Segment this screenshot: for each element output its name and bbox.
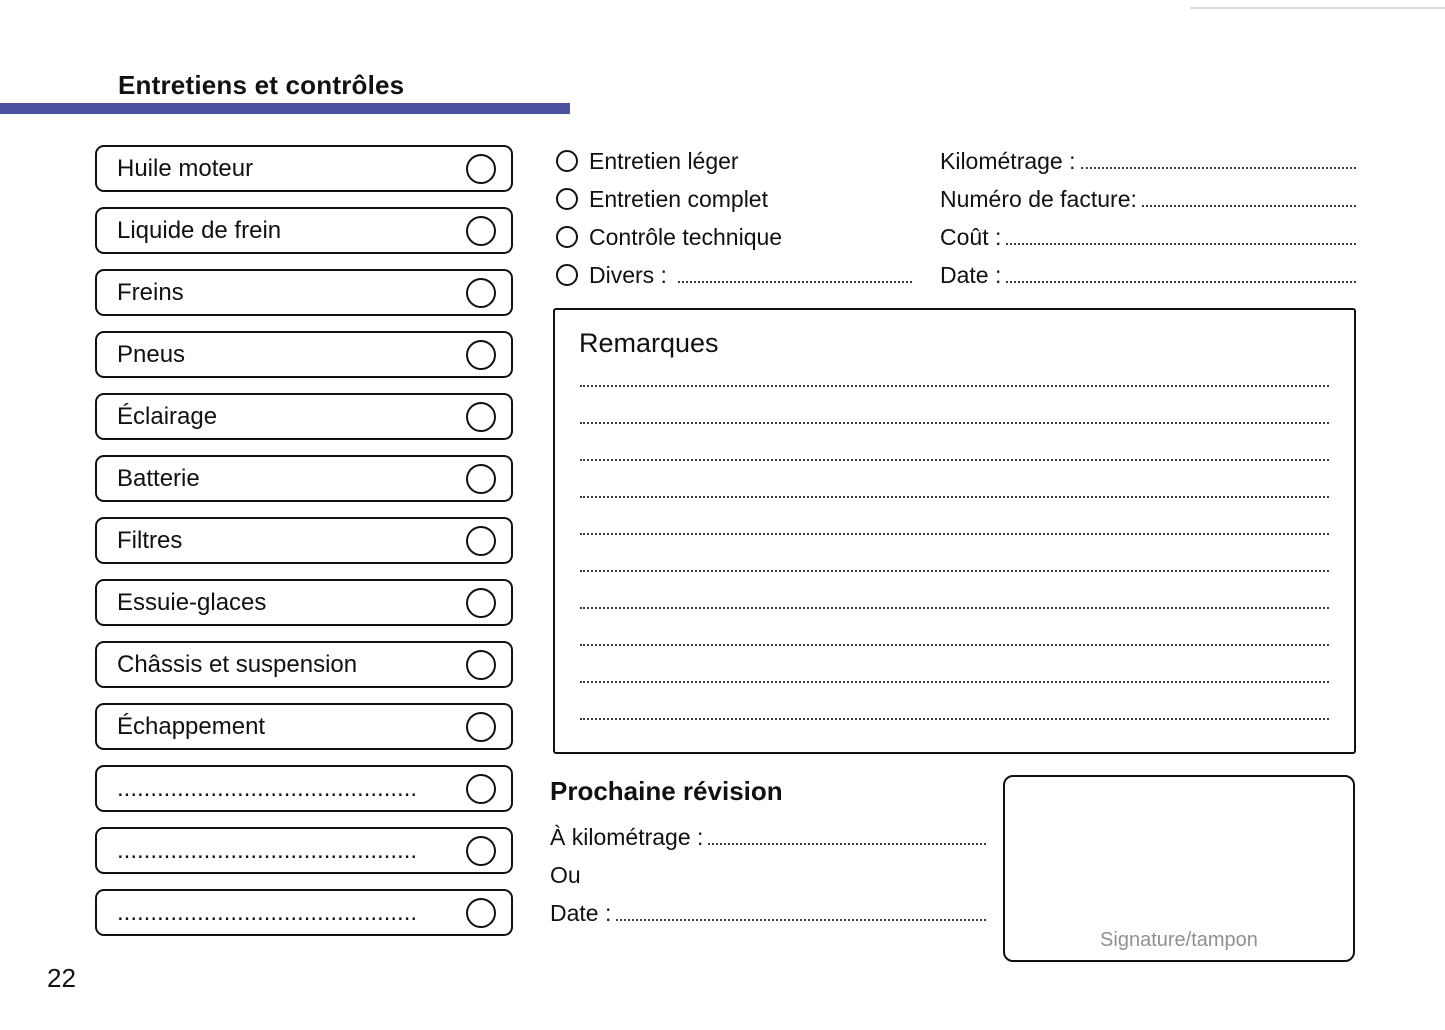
remarks-writing-line[interactable] — [580, 609, 1329, 646]
remarks-writing-line[interactable] — [580, 387, 1329, 424]
check-circle[interactable] — [466, 712, 496, 742]
check-circle[interactable] — [466, 588, 496, 618]
remarks-box — [553, 308, 1356, 754]
text-ou — [550, 856, 986, 894]
remarks-writing-line[interactable] — [580, 535, 1329, 572]
checklist-item-blank-2 — [95, 827, 513, 874]
field-label: Date : — [550, 899, 612, 926]
checklist-item-blank-line[interactable]: ............................................. — [117, 836, 418, 864]
field-cout — [940, 218, 1356, 256]
checklist-item-pneus — [95, 331, 513, 378]
field-label: À kilométrage : — [550, 823, 704, 850]
service-type-options — [556, 142, 912, 294]
page-title: Entretiens et contrôles — [118, 70, 405, 100]
check-circle[interactable] — [466, 526, 496, 556]
field-label: Coût : — [940, 223, 1002, 250]
checklist-item-batterie — [95, 455, 513, 502]
field-label: Numéro de facture: — [940, 185, 1137, 212]
checklist-item-label: Essuie-glaces — [117, 588, 267, 616]
check-circle[interactable] — [466, 402, 496, 432]
checklist-item-blank-line[interactable]: ............................................. — [117, 898, 418, 926]
remarks-title: Remarques — [579, 328, 719, 358]
field-label: Kilométrage : — [940, 147, 1076, 174]
field-numero-de-facture — [940, 180, 1356, 218]
remarks-writing-line[interactable] — [580, 572, 1329, 609]
remarks-writing-line[interactable] — [580, 424, 1329, 461]
option-entretien-complet — [556, 180, 912, 218]
radio-circle[interactable] — [556, 188, 578, 210]
checklist-item-liquide-de-frein — [95, 207, 513, 254]
numero-facture-fill-line[interactable] — [1142, 205, 1356, 207]
checklist-item-label: Éclairage — [117, 402, 218, 430]
kilometrage-fill-line[interactable] — [1081, 167, 1356, 169]
check-circle[interactable] — [466, 774, 496, 804]
check-circle[interactable] — [466, 898, 496, 928]
remarks-writing-line[interactable] — [580, 350, 1329, 387]
check-circle[interactable] — [466, 836, 496, 866]
checklist-item-blank-1 — [95, 765, 513, 812]
check-circle[interactable] — [466, 464, 496, 494]
checklist-item-echappement — [95, 703, 513, 750]
remarks-lines — [580, 350, 1329, 720]
checklist-item-label: Pneus — [117, 340, 186, 368]
checklist-item-freins — [95, 269, 513, 316]
check-circle[interactable] — [466, 216, 496, 246]
signature-label: Signature/tampon — [1100, 929, 1258, 951]
checklist-item-label: Échappement — [117, 712, 266, 740]
checklist-item-chassis-et-suspension — [95, 641, 513, 688]
check-circle[interactable] — [466, 340, 496, 370]
check-circle[interactable] — [466, 154, 496, 184]
date-fill-line[interactable] — [1006, 281, 1356, 283]
field-prochaine-date — [550, 894, 986, 932]
field-label: Ou — [550, 861, 581, 888]
divers-fill-line[interactable] — [678, 281, 912, 283]
title-underline-bar — [0, 103, 570, 114]
signature-box[interactable] — [1003, 775, 1355, 962]
checklist-item-filtres — [95, 517, 513, 564]
checklist-item-label: Châssis et suspension — [117, 650, 358, 678]
checklist-item-blank-line[interactable]: ............................................. — [117, 774, 418, 802]
option-label: Entretien complet — [589, 185, 768, 212]
checklist-item-eclairage — [95, 393, 513, 440]
remarks-writing-line[interactable] — [580, 461, 1329, 498]
field-a-kilometrage — [550, 818, 986, 856]
field-kilometrage — [940, 142, 1356, 180]
checklist-item-label: Freins — [117, 278, 184, 306]
checklist-item-blank-3 — [95, 889, 513, 936]
option-label: Divers : — [589, 261, 667, 288]
prochaine-date-fill-line[interactable] — [616, 919, 986, 921]
option-entretien-leger — [556, 142, 912, 180]
checklist-item-huile-moteur — [95, 145, 513, 192]
checklist-item-label: Filtres — [117, 526, 183, 554]
detail-fields — [940, 142, 1356, 294]
option-controle-technique — [556, 218, 912, 256]
option-label: Contrôle technique — [589, 223, 783, 250]
option-label: Entretien léger — [589, 147, 739, 174]
checklist-item-label: Liquide de frein — [117, 216, 282, 244]
next-service-fields — [550, 818, 986, 932]
check-circle[interactable] — [466, 278, 496, 308]
checklist-item-label: Batterie — [117, 464, 200, 492]
checklist-item-essuie-glaces — [95, 579, 513, 626]
field-label: Date : — [940, 261, 1002, 288]
field-date — [940, 256, 1356, 294]
next-service-title: Prochaine révision — [550, 776, 783, 806]
radio-circle[interactable] — [556, 226, 578, 248]
radio-circle[interactable] — [556, 264, 578, 286]
remarks-writing-line[interactable] — [580, 646, 1329, 683]
remarks-writing-line[interactable] — [580, 498, 1329, 535]
checklist — [95, 145, 513, 936]
radio-circle[interactable] — [556, 150, 578, 172]
checklist-item-label: Huile moteur — [117, 154, 254, 182]
option-divers — [556, 256, 912, 294]
cout-fill-line[interactable] — [1006, 243, 1356, 245]
check-circle[interactable] — [466, 650, 496, 680]
page-edge-line — [1190, 7, 1445, 9]
page-number: 22 — [47, 963, 76, 993]
a-kilometrage-fill-line[interactable] — [708, 843, 986, 845]
remarks-writing-line[interactable] — [580, 683, 1329, 720]
